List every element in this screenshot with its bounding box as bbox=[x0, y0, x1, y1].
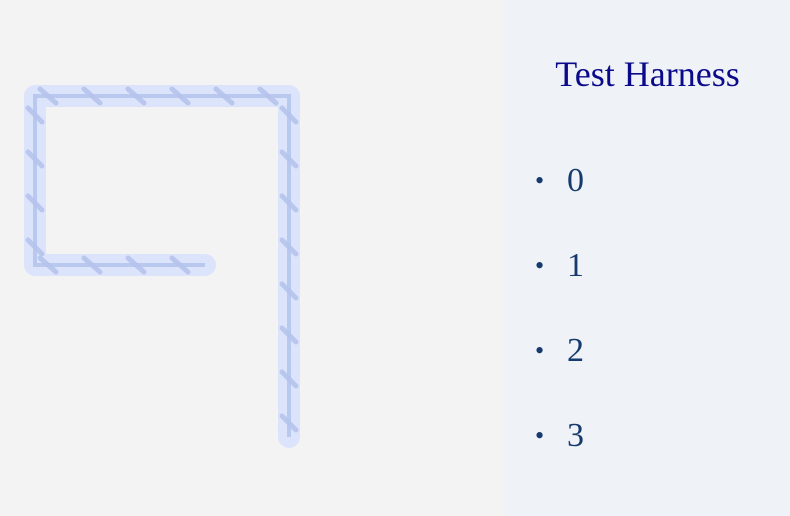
test-harness-panel bbox=[505, 0, 790, 516]
bullet-icon: • bbox=[535, 336, 545, 365]
list-item-0[interactable] bbox=[535, 159, 584, 203]
bullet-icon: • bbox=[535, 251, 545, 280]
panel-title: Test Harness bbox=[555, 54, 740, 94]
path-centerline bbox=[35, 96, 289, 437]
list-item-label: 0 bbox=[567, 162, 584, 199]
bullet-icon: • bbox=[535, 166, 545, 195]
list-item-1[interactable] bbox=[535, 244, 584, 288]
bullet-icon: • bbox=[535, 421, 545, 450]
list-item-3[interactable] bbox=[535, 414, 584, 458]
list-item-label: 1 bbox=[567, 247, 584, 284]
list-item-label: 3 bbox=[567, 417, 584, 454]
list-item-label: 2 bbox=[567, 332, 584, 369]
list-item-2[interactable] bbox=[535, 329, 584, 373]
